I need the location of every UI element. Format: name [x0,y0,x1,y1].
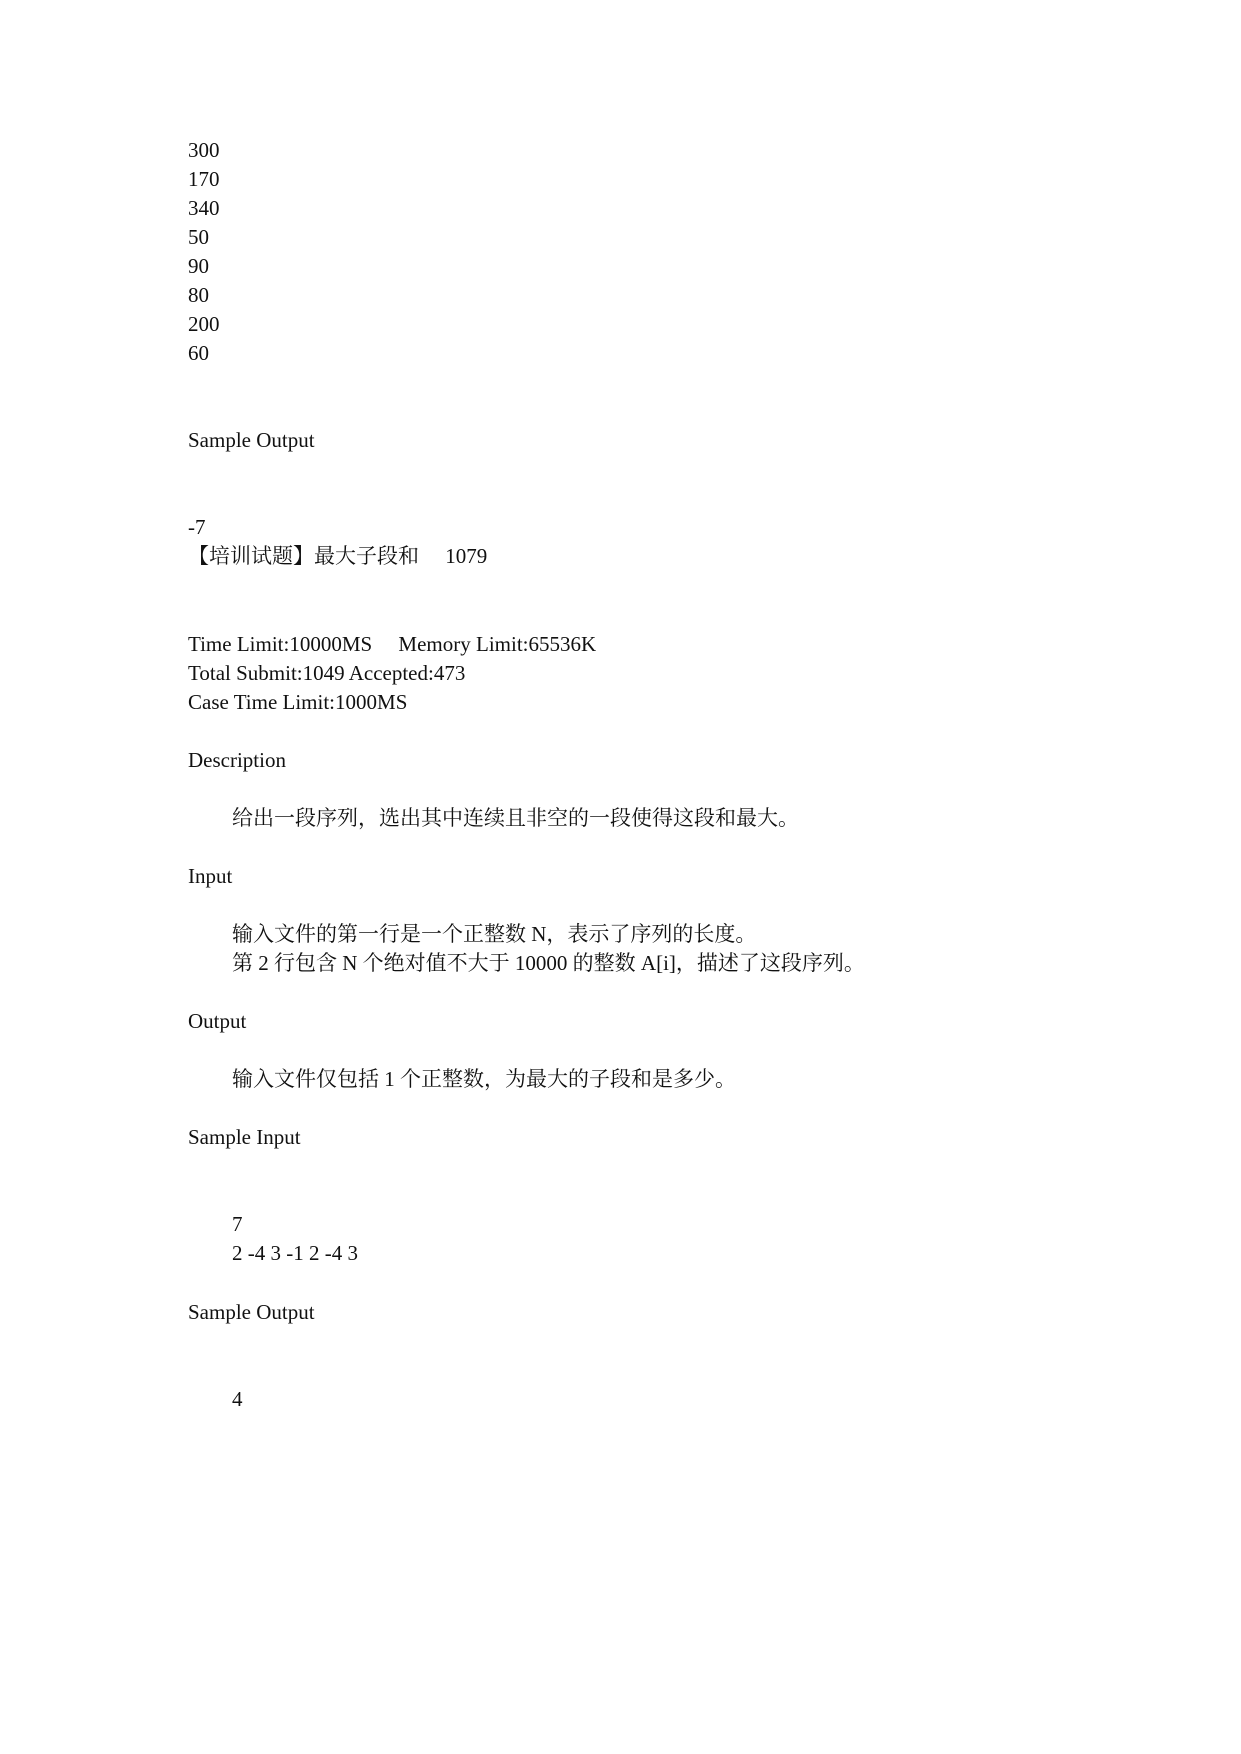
description-text: 给出一段序列，选出其中连续且非空的一段使得这段和最大。 [232,806,799,830]
output-label: Output [188,1009,247,1033]
prev-input-value: 60 [188,341,209,365]
prev-input-value: 200 [188,312,220,336]
output-text: 输入文件仅包括 1 个正整数，为最大的子段和是多少。 [232,1067,736,1091]
input-line: 输入文件的第一行是一个正整数 N，表示了序列的长度。 [232,922,757,946]
description-label: Description [188,748,286,772]
submit-line: Total Submit:1049 Accepted:473 [188,661,466,685]
sample-output-value: 4 [232,1387,243,1411]
sample-input-line: 7 [232,1212,243,1236]
sample-output-label: Sample Output [188,1300,315,1324]
prev-input-value: 340 [188,196,220,220]
input-label: Input [188,864,233,888]
limits-line: Time Limit:10000MS Memory Limit:65536K [188,632,597,656]
prev-input-value: 90 [188,254,209,278]
prev-input-value: 80 [188,283,209,307]
prev-input-value: 50 [188,225,209,249]
prev-input-value: 300 [188,138,220,162]
sample-input-label: Sample Input [188,1125,301,1149]
sample-input-line: 2 -4 3 -1 2 -4 3 [232,1241,358,1265]
prev-input-value: 170 [188,167,220,191]
prev-sample-output-label: Sample Output [188,428,315,452]
input-line: 第 2 行包含 N 个绝对值不大于 10000 的整数 A[i]，描述了这段序列。 [232,951,865,975]
prev-output-value: -7 [188,515,206,539]
problem-title: 【培训试题】最大子段和 1079 [188,544,488,568]
case-limit-line: Case Time Limit:1000MS [188,690,408,714]
